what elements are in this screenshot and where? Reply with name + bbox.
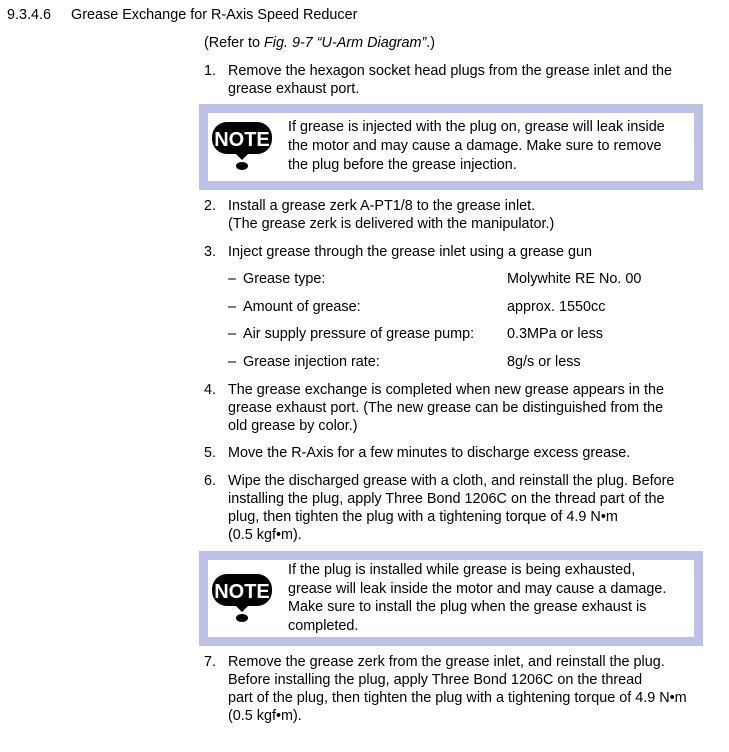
refer-prefix: (Refer to bbox=[204, 35, 264, 51]
step-number: 7. bbox=[204, 654, 217, 670]
note-text-line: If the plug is installed while grease is being exhausted, bbox=[288, 562, 636, 578]
refer-line bbox=[204, 34, 435, 52]
spec-label: Grease injection rate: bbox=[243, 354, 380, 370]
step-text-line: installing the plug, apply Three Bond 1206C on the thread part of the bbox=[228, 491, 665, 507]
step-number: 4. bbox=[204, 382, 217, 398]
step-text-line: part of the plug, then tighten the plug with a tightening torque of 4.9 N•m bbox=[228, 690, 687, 706]
spec-label: Grease type: bbox=[243, 271, 326, 287]
spec-label: Air supply pressure of grease pump: bbox=[243, 326, 475, 342]
note-text-line: If grease is injected with the plug on, grease will leak inside bbox=[288, 119, 665, 135]
step-number: 5. bbox=[204, 445, 217, 461]
note-logo-text: NOTE bbox=[214, 129, 270, 151]
step-text-line: Remove the grease zerk from the grease inlet, and reinstall the plug. bbox=[228, 654, 665, 670]
step-text-line: Remove the hexagon socket head plugs from the grease inlet and the bbox=[228, 63, 672, 79]
step-text-line: Move the R-Axis for a few minutes to discharge excess grease. bbox=[228, 445, 631, 461]
spec-dash: – bbox=[228, 354, 237, 370]
step-number: 6. bbox=[204, 473, 217, 489]
step-text-line: grease exhaust port. (The new grease can be distinguished from the bbox=[228, 400, 664, 416]
section-title: Grease Exchange for R-Axis Speed Reducer bbox=[71, 7, 358, 23]
spec-value: approx. 1550cc bbox=[507, 299, 606, 315]
note-icon bbox=[211, 120, 273, 172]
step-text-line: grease exhaust port. bbox=[228, 81, 360, 97]
step-text-line: (0.5 kgf•m). bbox=[228, 708, 302, 724]
refer-suffix: .) bbox=[426, 35, 436, 51]
note-icon bbox=[211, 572, 273, 624]
step-text-line: plug, then tighten the plug with a tightening torque of 4.9 N•m bbox=[228, 509, 618, 525]
step-number: 2. bbox=[204, 198, 217, 214]
step-text-line: (0.5 kgf•m). bbox=[228, 527, 302, 543]
spec-value: 8g/s or less bbox=[507, 354, 581, 370]
spec-value: Molywhite RE No. 00 bbox=[507, 271, 642, 287]
step-text-line: Inject grease through the grease inlet using a grease gun bbox=[228, 244, 593, 260]
note-text-line: Make sure to install the plug when the grease exhaust is bbox=[288, 599, 647, 615]
note-text-line: completed. bbox=[288, 618, 359, 634]
refer-figure-link[interactable]: Fig. 9-7 “U-Arm Diagram” bbox=[263, 35, 427, 51]
step-number: 3. bbox=[204, 244, 217, 260]
spec-dash: – bbox=[228, 299, 237, 315]
spec-dash: – bbox=[228, 271, 237, 287]
step-text-line: Wipe the discharged grease with a cloth, and reinstall the plug. Before bbox=[228, 473, 675, 489]
spec-label: Amount of grease: bbox=[243, 299, 361, 315]
step-number: 1. bbox=[204, 63, 217, 79]
spec-dash: – bbox=[228, 326, 237, 342]
section-number: 9.3.4.6 bbox=[7, 7, 52, 23]
note-logo-text: NOTE bbox=[214, 581, 270, 603]
step-text-line: Before installing the plug, apply Three Bond 1206C on the thread bbox=[228, 672, 643, 688]
step-text-line: (The grease zerk is delivered with the manipulator.) bbox=[228, 216, 555, 232]
step-text-line: old grease by color.) bbox=[228, 418, 358, 434]
note-text-line: grease will leak inside the motor and may cause a damage. bbox=[288, 581, 667, 597]
step-text-line: Install a grease zerk A-PT1/8 to the grease inlet. bbox=[228, 198, 536, 214]
spec-value: 0.3MPa or less bbox=[507, 326, 603, 342]
note-text-line: the plug before the grease injection. bbox=[288, 157, 517, 173]
note-text-line: the motor and may cause a damage. Make sure to remove bbox=[288, 138, 662, 154]
step-text-line: The grease exchange is completed when new grease appears in the bbox=[228, 382, 664, 398]
